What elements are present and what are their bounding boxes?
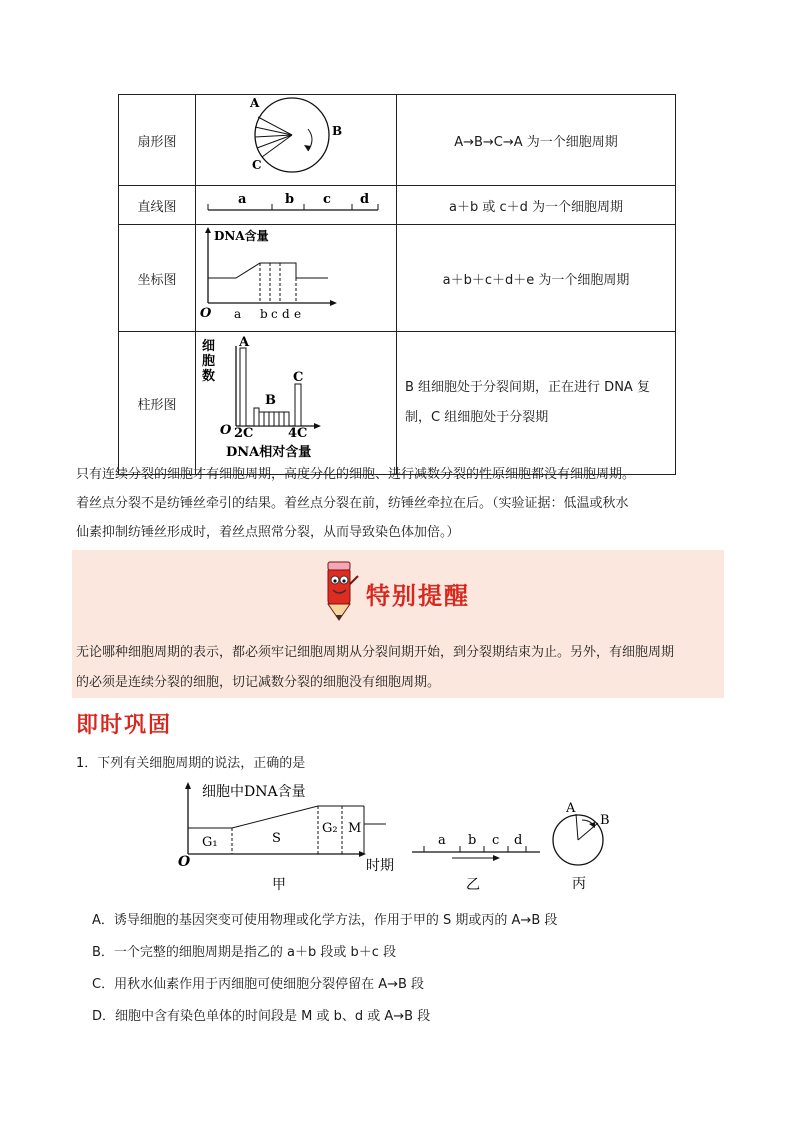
- paragraph-3: 仙素抑制纺锤丝形成时，着丝点照常分裂，从而导致染色体加倍。）: [76, 525, 460, 540]
- coord-tick-b: b: [260, 307, 268, 321]
- line-label-d: d: [360, 192, 370, 207]
- figure-bing: [548, 796, 620, 896]
- bing-label-a: A: [566, 801, 576, 816]
- yi-label-a: a: [438, 833, 446, 848]
- figure-jia: [176, 780, 416, 896]
- paragraph-2: 着丝点分裂不是纺锤丝牵引的结果。着丝点分裂在前，纺锤丝牵拉在后。（实验证据：低温或秋水: [76, 496, 629, 511]
- question-stem: 1．下列有关细胞周期的说法，正确的是: [76, 756, 306, 771]
- fan-diagram: [196, 95, 397, 186]
- line-diagram: [196, 186, 397, 225]
- jia-xlabel: 时期: [366, 858, 394, 874]
- bar-x1: 2C: [234, 426, 254, 441]
- coord-origin: O: [200, 306, 212, 321]
- yi-label-b: b: [468, 833, 477, 848]
- coord-tick-e: e: [294, 307, 302, 321]
- coord-tick-a: a: [234, 307, 242, 321]
- row-name: 坐标图: [119, 225, 196, 332]
- table-row: [119, 186, 676, 225]
- fan-label-b: B: [332, 124, 343, 138]
- section-title: 即时巩固: [76, 712, 173, 738]
- table-row: [119, 225, 676, 332]
- fan-label-c: C: [252, 158, 262, 172]
- figure-yi: [408, 820, 542, 896]
- coordinate-diagram: [196, 225, 397, 332]
- row-desc: B 组细胞处于分裂间期，正在进行 DNA 复制，C 组细胞处于分裂期: [397, 332, 676, 475]
- jia-m: M: [348, 821, 362, 836]
- coord-ylabel: DNA含量: [214, 229, 269, 243]
- line-label-b: b: [285, 192, 295, 207]
- option-b: B．一个完整的细胞周期是指乙的 a＋b 段或 b＋c 段: [92, 945, 397, 960]
- jia-g1: G₁: [202, 835, 218, 850]
- bar-label-b: B: [265, 393, 276, 408]
- bar-x2: 4C: [288, 426, 308, 441]
- coord-tick-c: c: [271, 307, 278, 321]
- row-desc: a＋b＋c＋d＋e 为一个细胞周期: [397, 225, 676, 332]
- bar-ylabel-1: 细: [202, 339, 216, 354]
- reminder-title: 特别提醒: [366, 581, 470, 610]
- row-name: 柱形图: [119, 332, 196, 475]
- yi-caption: 乙: [466, 877, 480, 892]
- jia-caption: 甲: [272, 877, 286, 892]
- row-name: 扇形图: [119, 95, 196, 186]
- reminder-text: [72, 638, 724, 698]
- line-label-a: a: [238, 192, 247, 207]
- row-desc: a＋b 或 c＋d 为一个细胞周期: [397, 186, 676, 225]
- table-row: [119, 332, 676, 475]
- row-name: 直线图: [119, 186, 196, 225]
- table-row: [119, 95, 676, 186]
- jia-origin: O: [178, 854, 191, 870]
- bing-caption: 丙: [572, 876, 586, 892]
- coord-tick-d: d: [282, 307, 290, 321]
- bar-label-a: A: [239, 335, 250, 350]
- bar-ylabel-2: 胞: [202, 354, 216, 369]
- bar-origin: O: [220, 423, 232, 438]
- pencil-mascot-icon: [318, 558, 362, 626]
- bar-label-c: C: [293, 370, 304, 385]
- row-desc: A→B→C→A 为一个细胞周期: [397, 95, 676, 186]
- bing-label-b: B: [600, 813, 610, 828]
- paragraph-1: 只有连续分裂的细胞才有细胞周期，高度分化的细胞、进行减数分裂的性原细胞都没有细胞周期。: [76, 467, 636, 482]
- reminder-line-2: 的必须是连续分裂的细胞，切记减数分裂的细胞没有细胞周期。: [76, 675, 441, 690]
- bar-xlabel: DNA相对含量: [226, 445, 312, 460]
- cell-cycle-table: [118, 94, 676, 475]
- yi-label-c: c: [492, 833, 500, 848]
- option-a: A．诱导细胞的基因突变可使用物理或化学方法，作用于甲的 S 期或丙的 A→B 段: [92, 913, 558, 928]
- option-d: D．细胞中含有染色单体的时间段是 M 或 b、d 或 A→B 段: [92, 1009, 431, 1024]
- yi-label-d: d: [514, 833, 523, 848]
- bar-diagram: [196, 332, 397, 475]
- bar-ylabel-3: 数: [202, 369, 216, 384]
- option-c: C．用秋水仙素作用于丙细胞可使细胞分裂停留在 A→B 段: [92, 977, 425, 992]
- reminder-line-1: 无论哪种细胞周期的表示，都必须牢记细胞周期从分裂间期开始，到分裂期结束为止。另外，有细胞周期: [76, 645, 675, 660]
- jia-g2: G₂: [322, 821, 338, 836]
- jia-s: S: [272, 831, 281, 846]
- line-label-c: c: [323, 192, 331, 207]
- fan-label-a: A: [250, 96, 260, 110]
- jia-ylabel: 细胞中DNA含量: [202, 784, 306, 800]
